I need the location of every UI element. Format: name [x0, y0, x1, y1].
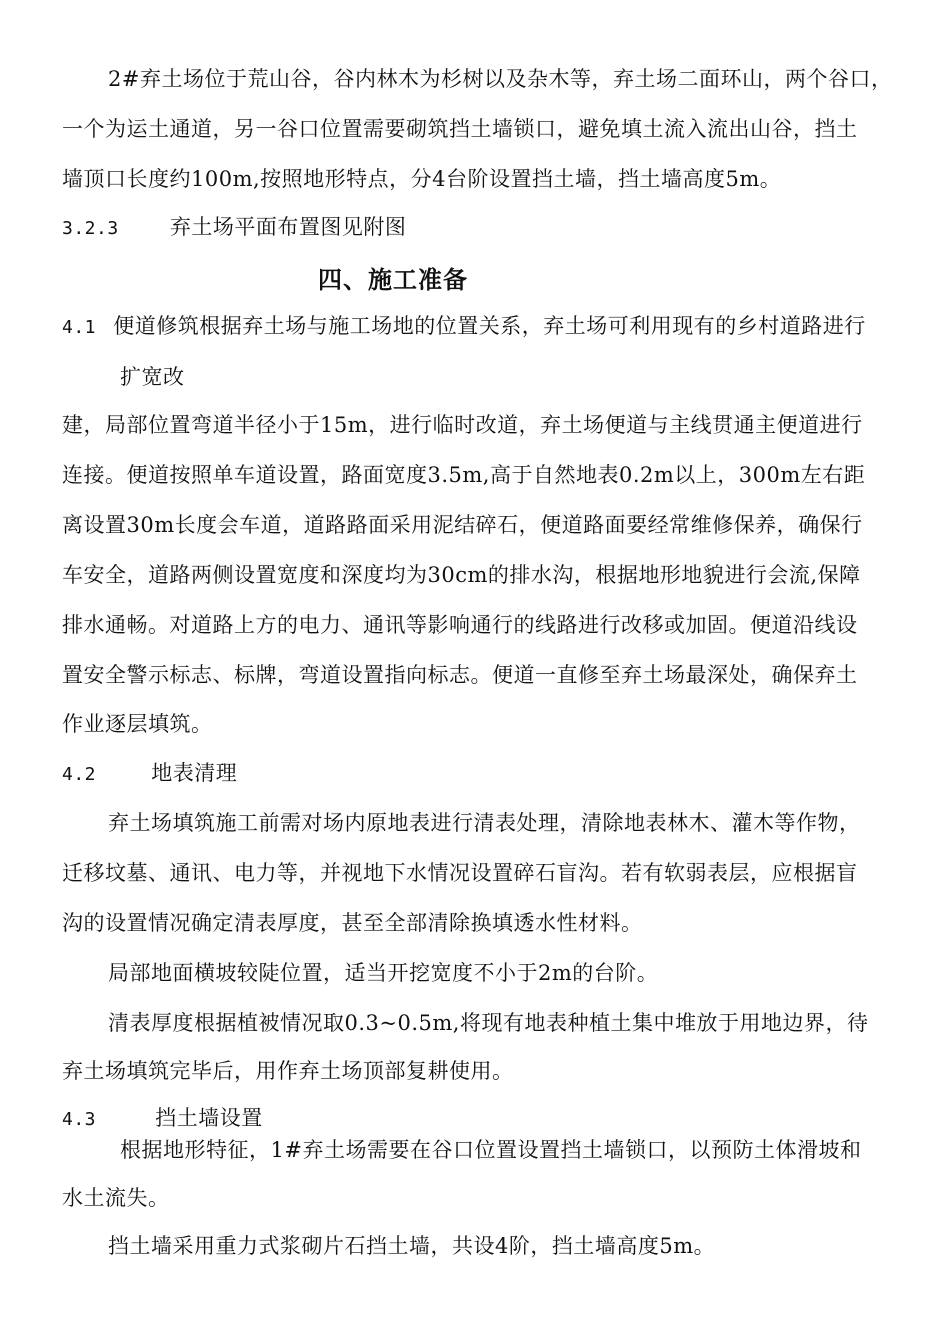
section-number: 3.2.3 [62, 218, 119, 239]
section-4-2-heading [62, 760, 237, 788]
paragraph-line: 建，局部位置弯道半径小于15m，进行临时改道，弃土场便道与主线贯通主便道进行 [62, 413, 863, 437]
paragraph-line: 连接。便道按照单车道设置，路面宽度3.5m,高于自然地表0.2m以上，300m左右距 [62, 463, 866, 487]
paragraph-line: 车安全，道路两侧设置宽度和深度均为30cm的排水沟，根据地形地貌进行会流,保障 [62, 563, 861, 587]
paragraph-line: 扩宽改 [120, 365, 185, 389]
paragraph-line: 迁移坟墓、通讯、电力等，并视地下水情况设置碎石盲沟。若有软弱表层，应根据盲 [62, 861, 858, 885]
paragraph-line: 弃土场填筑施工前需对场内原地表进行清表处理，清除地表林木、灌木等作物， [108, 811, 861, 835]
paragraph-line: 离设置30m长度会车道，道路路面采用泥结碎石，便道路面要经常维修保养，确保行 [62, 513, 863, 537]
paragraph-line: 局部地面横坡较陡位置，适当开挖宽度不小于2m的台阶。 [108, 961, 659, 985]
section-title: 挡土墙设置 [155, 1106, 263, 1130]
section-4-1-first-line [62, 313, 866, 341]
paragraph-line: 水土流失。 [62, 1186, 170, 1210]
paragraph-line: 墙顶口长度约100m,按照地形特点，分4台阶设置挡土墙，挡土墙高度5m。 [62, 167, 782, 191]
section-4-3-heading [62, 1105, 263, 1133]
chapter-heading: 四、施工准备 [318, 266, 468, 294]
paragraph-line: 沟的设置情况确定清表厚度，甚至全部清除换填透水性材料。 [62, 911, 643, 935]
section-title: 弃土场平面布置图见附图 [169, 215, 407, 239]
paragraph-line: 排水通畅。对道路上方的电力、通讯等影响通行的线路进行改移或加固。便道沿线设 [62, 613, 858, 637]
paragraph-line: 挡土墙采用重力式浆砌片石挡土墙，共设4阶，挡土墙高度5m。 [108, 1234, 716, 1258]
paragraph-line: 根据地形特征，1#弃土场需要在谷口位置设置挡土墙锁口，以预防土体滑坡和 [120, 1138, 862, 1162]
paragraph-line: 便道修筑根据弃土场与施工场地的位置关系，弃土场可利用现有的乡村道路进行 [113, 314, 866, 338]
section-number: 4.2 [62, 764, 97, 785]
paragraph-line: 弃土场填筑完毕后，用作弃土场顶部复耕使用。 [62, 1059, 514, 1083]
section-title: 地表清理 [151, 761, 238, 785]
section-number: 4.3 [62, 1109, 97, 1130]
paragraph-line: 作业逐层填筑。 [62, 712, 213, 736]
section-number: 4.1 [62, 317, 97, 338]
paragraph-line: 清表厚度根据植被情况取0.3~0.5m,将现有地表种植土集中堆放于用地边界，待 [108, 1011, 869, 1035]
paragraph-line: 2#弃土场位于荒山谷，谷内林木为杉树以及杂木等，弃土场二面环山，两个谷口， [108, 67, 893, 91]
section-3-2-3-heading [62, 214, 406, 242]
paragraph-line: 一个为运土通道，另一谷口位置需要砌筑挡土墙锁口，避免填土流入流出山谷，挡土 [62, 117, 858, 141]
paragraph-line: 置安全警示标志、标牌，弯道设置指向标志。便道一直修至弃土场最深处，确保弃土 [62, 663, 858, 687]
